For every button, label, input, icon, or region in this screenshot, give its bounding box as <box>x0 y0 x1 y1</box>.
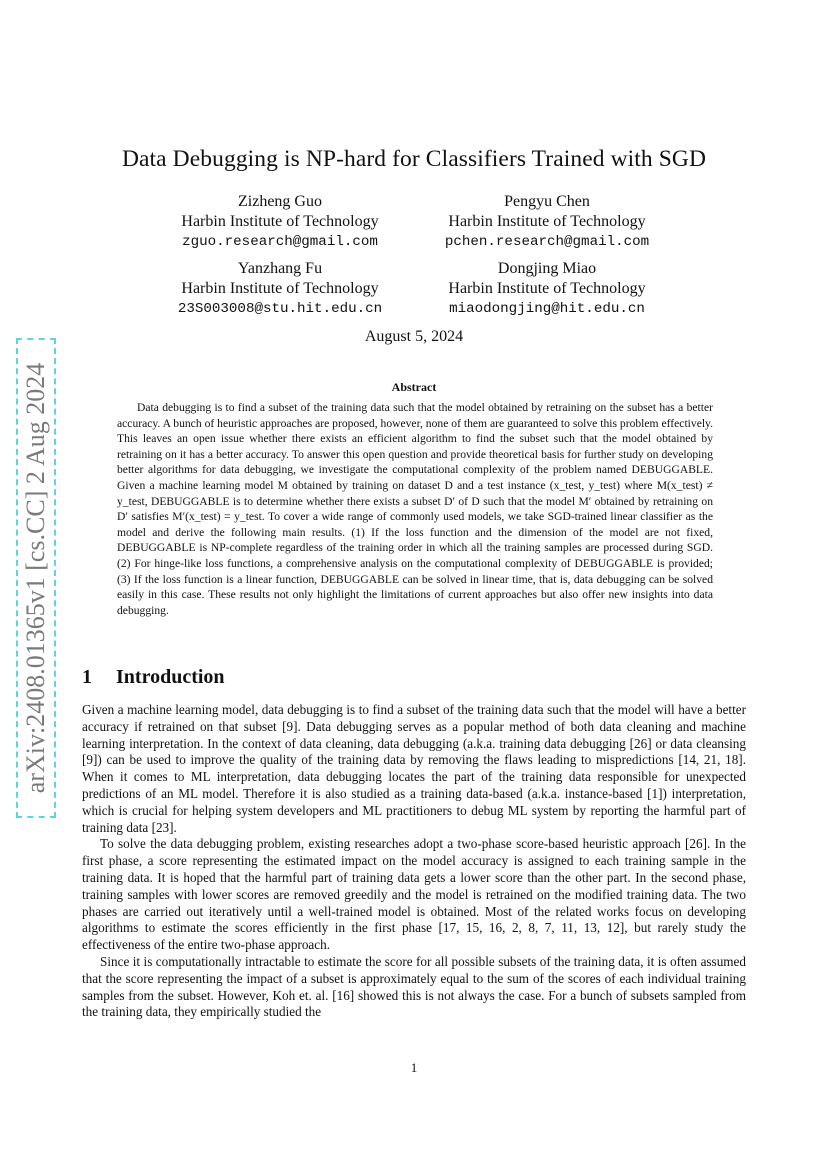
author-affiliation: Harbin Institute of Technology <box>448 280 646 297</box>
author-block <box>130 259 430 319</box>
paragraph: Since it is computationally intractable to estimate the score for all possible subsets of the training data, it is often assumed that the score representing the impact of a subset is approximately equal to the sum of the scores of each individual training samples from the subset. However, Koh et. al. [16] showed this is not always the case. For a bunch of subsets sampled from the training data, they empirically studied the <box>82 953 746 1020</box>
page-number: 1 <box>410 1060 418 1075</box>
section-heading <box>82 666 225 689</box>
paragraph: Given a machine learning model, data debugging is to find a subset of the training data such that the model will have a better accuracy if retrained on that subset [9]. Data debugging serves as a popular method of both data cleaning and machine learning interpretation. In the context of data cleaning, data debugging (a.k.a. training data debugging [26] or data cleansing [9]) can be used to improve the quality of the training data by removing the flaws leading to mispredictions [14, 21, 18]. When it comes to ML interpretation, data debugging locates the part of the training data responsible for unexpected predictions of an ML model. Therefore it is also studied as a training data-based (a.k.a. instance-based [1]) interpretation, which is crucial for helping system developers and ML practitioners to debug ML system by reporting the harmful part of training data [23]. <box>82 702 746 835</box>
arxiv-id: arXiv:2408.01365v1 [cs.CC] 2 Aug 2024 <box>21 362 50 794</box>
author-affiliation: Harbin Institute of Technology <box>181 280 379 297</box>
author-email: miaodongjing@hit.edu.cn <box>449 301 645 317</box>
author-name: Zizheng Guo <box>238 193 322 210</box>
author-name: Pengyu Chen <box>504 193 590 210</box>
section-number: 1 <box>82 666 92 688</box>
arxiv-stamp <box>16 338 56 818</box>
section-title: Introduction <box>116 666 225 688</box>
abstract-text: Data debugging is to find a subset of the training data such that the model obtained by retraining on the subset has a better accuracy. A bunch of heuristic approaches are proposed, however, none of them are guaranteed to solve this problem effectively. This leaves an open issue whether there exists an efficient algorithm to find the subset such that the model obtained by retraining on it has a better accuracy. To answer this open question and provide theoretical basis for further study on developing better algorithms for data debugging, we investigate the computational complexity of the problem named DEBUGGABLE. Given a machine learning model M obtained by training on dataset D and a test instance (x_test, y_test) where M(x_test) ≠ y_test, DEBUGGABLE is to determine whether there exists a subset D′ of D such that the model M′ obtained by retraining on D′ satisfies M′(x_test) = y_test. To cover a wide range of commonly used models, we take SGD-trained linear classifier as the model and derive the following main results. (1) If the loss function and the dimension of the model are not fixed, DEBUGGABLE is NP-complete regardless of the training order in which all the training samples are processed during SGD. (2) For hinge-like loss functions, a comprehensive analysis on the computational complexity of DEBUGGABLE is provided; (3) If the loss function is a linear function, DEBUGGABLE can be solved in linear time, that is, data debugging can be solved easily in this case. These results not only highlight the limitations of current approaches but also offer new insights into data debugging. <box>117 401 713 617</box>
author-name: Yanzhang Fu <box>237 260 323 277</box>
author-email: 23S003008@stu.hit.edu.cn <box>177 301 383 317</box>
author-affiliation: Harbin Institute of Technology <box>181 213 379 230</box>
author-block <box>397 192 697 252</box>
author-block <box>130 192 430 252</box>
author-email: zguo.research@gmail.com <box>182 234 378 250</box>
abstract-heading: Abstract <box>391 380 437 394</box>
introduction-body <box>82 702 746 1021</box>
author-email: pchen.research@gmail.com <box>444 234 650 250</box>
author-block <box>397 259 697 319</box>
author-affiliation: Harbin Institute of Technology <box>448 213 646 230</box>
paper-title: Data Debugging is NP-hard for Classifiers Trained with SGD <box>121 146 707 172</box>
paper-date: August 5, 2024 <box>364 328 464 345</box>
paragraph: To solve the data debugging problem, existing researches adopt a two-phase score-based heuristic approach [26]. In the first phase, a score representing the estimated impact on the model accuracy is assigned to each training sample in the training data. It is hoped that the harmful part of training data gets a lower score than the other part. In the second phase, training samples with lower scores are removed greedily and the model is retrained on the modified training data. The two phases are carried out iteratively until a well-trained model is obtained. Most of the related works focus on developing algorithms to estimate the scores efficiently in the first phase [17, 15, 16, 2, 8, 7, 11, 13, 12], but rarely study the effectiveness of the entire two-phase approach. <box>82 836 746 953</box>
author-name: Dongjing Miao <box>497 260 597 277</box>
